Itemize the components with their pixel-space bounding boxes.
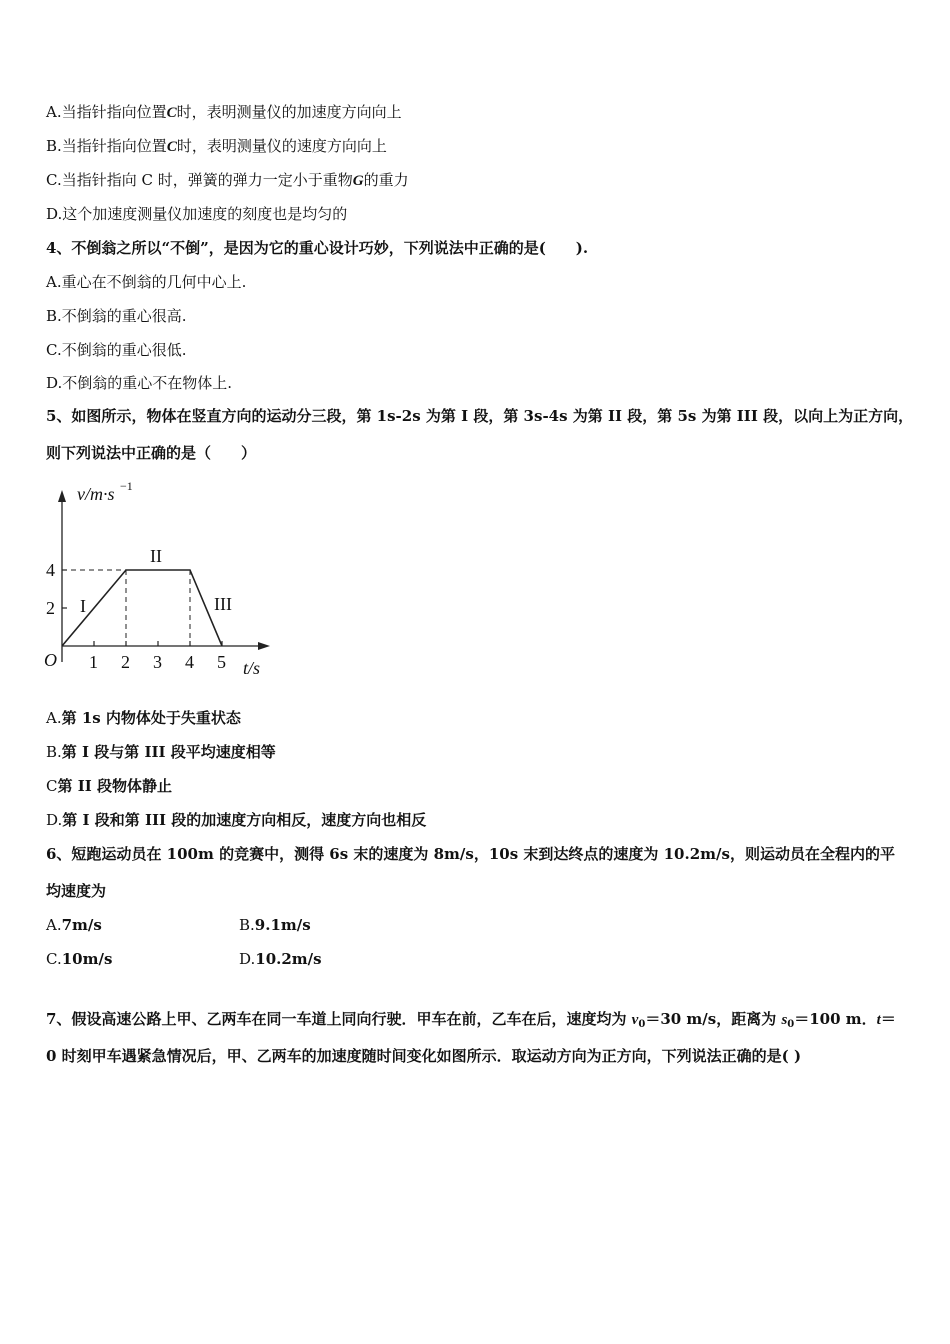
q6-option-c: C.10m/s bbox=[46, 950, 113, 968]
q5-stem-line1: 5、如图所示，物体在竖直方向的运动分三段，第 1s-2s 为第 I 段，第 3s-4s 为第 II 段，第 5s 为第 III 段，以向上为正方向， bbox=[46, 407, 914, 425]
graph-labels bbox=[44, 479, 260, 678]
x-axis-arrow bbox=[258, 642, 270, 650]
y-tick-label: 4 bbox=[46, 560, 55, 580]
y-axis-label-exponent: −1 bbox=[120, 479, 133, 493]
segment-label: I bbox=[80, 596, 86, 616]
q7-stem-line1: 7、假设高速公路上甲、乙两车在同一车道上同向行驶．甲车在前，乙车在后，速度均为 $v_0=30$ m/s，距离为 $s_0=100$ m．t＝ bbox=[46, 1010, 896, 1030]
x-tick-label: 2 bbox=[121, 652, 130, 672]
velocity-time-graph bbox=[40, 478, 280, 683]
q3-option-d: D.这个加速度测量仪加速度的刻度也是均匀的 bbox=[46, 205, 348, 223]
q6-stem-line1: 6、短跑运动员在 100m 的竞赛中，测得 6s 末的速度为 8m/s，10s 末到达终点的速度为 10.2m/s，则运动员在全程内的平 bbox=[46, 845, 895, 863]
option-label: B. bbox=[46, 137, 62, 155]
q6-option-d: D.10.2m/s bbox=[239, 950, 322, 968]
x-axis-label: t/s bbox=[243, 658, 261, 678]
x-tick-label: 3 bbox=[153, 652, 162, 672]
x-tick-label: 1 bbox=[89, 652, 98, 672]
x-tick-label: 4 bbox=[185, 652, 194, 672]
origin-label: O bbox=[44, 650, 57, 670]
q6-stem-line2: 均速度为 bbox=[46, 882, 107, 900]
velocity-line bbox=[62, 570, 222, 646]
q5-option-c: C第 II 段物体静止 bbox=[46, 777, 172, 795]
option-label: D. bbox=[46, 205, 63, 223]
q5-stem-line2: 则下列说法中正确的是（ ） bbox=[46, 444, 257, 462]
segment-label: II bbox=[150, 546, 162, 566]
q4-option-d: D.不倒翁的重心不在物体上. bbox=[46, 374, 233, 392]
option-label: A. bbox=[46, 103, 62, 121]
q4-stem: 4、不倒翁之所以“不倒”，是因为它的重心设计巧妙，下列说法中正确的是( ). bbox=[46, 239, 589, 257]
segment-labels bbox=[80, 546, 232, 616]
q5-option-d: D.第 I 段和第 III 段的加速度方向相反，速度方向也相反 bbox=[46, 811, 427, 829]
axes bbox=[58, 490, 270, 662]
x-tick-label: 5 bbox=[217, 652, 226, 672]
y-axis-label: v/m·s bbox=[77, 484, 115, 504]
ticks bbox=[46, 560, 226, 672]
q6-option-b: B.9.1m/s bbox=[239, 916, 311, 934]
option-label: C. bbox=[46, 171, 62, 189]
y-tick-label: 2 bbox=[46, 598, 55, 618]
q3-option-c: C.当指针指向 C 时，弹簧的弹力一定小于重物G的重力 bbox=[46, 171, 409, 189]
q3-option-b: B.当指针指向位置C时，表明测量仪的速度方向向上 bbox=[46, 137, 387, 155]
q6-option-a: A.7m/s bbox=[46, 916, 102, 934]
q4-option-b: B.不倒翁的重心很高. bbox=[46, 307, 187, 325]
segment-label: III bbox=[214, 594, 232, 614]
q7-stem-line2: 0 时刻甲车遇紧急情况后，甲、乙两车的加速度随时间变化如图所示．取运动方向为正方向，下列说法正确的是( ) bbox=[46, 1047, 802, 1065]
q4-option-a: A.重心在不倒翁的几何中心上. bbox=[46, 273, 247, 291]
q3-option-a: A.当指针指向位置C时，表明测量仪的加速度方向向上 bbox=[46, 103, 402, 121]
q5-option-b: B.第 I 段与第 III 段平均速度相等 bbox=[46, 743, 276, 761]
q4-option-c: C.不倒翁的重心很低. bbox=[46, 341, 187, 359]
q5-option-a: A.第 1s 内物体处于失重状态 bbox=[46, 709, 241, 727]
y-axis-arrow bbox=[58, 490, 66, 502]
